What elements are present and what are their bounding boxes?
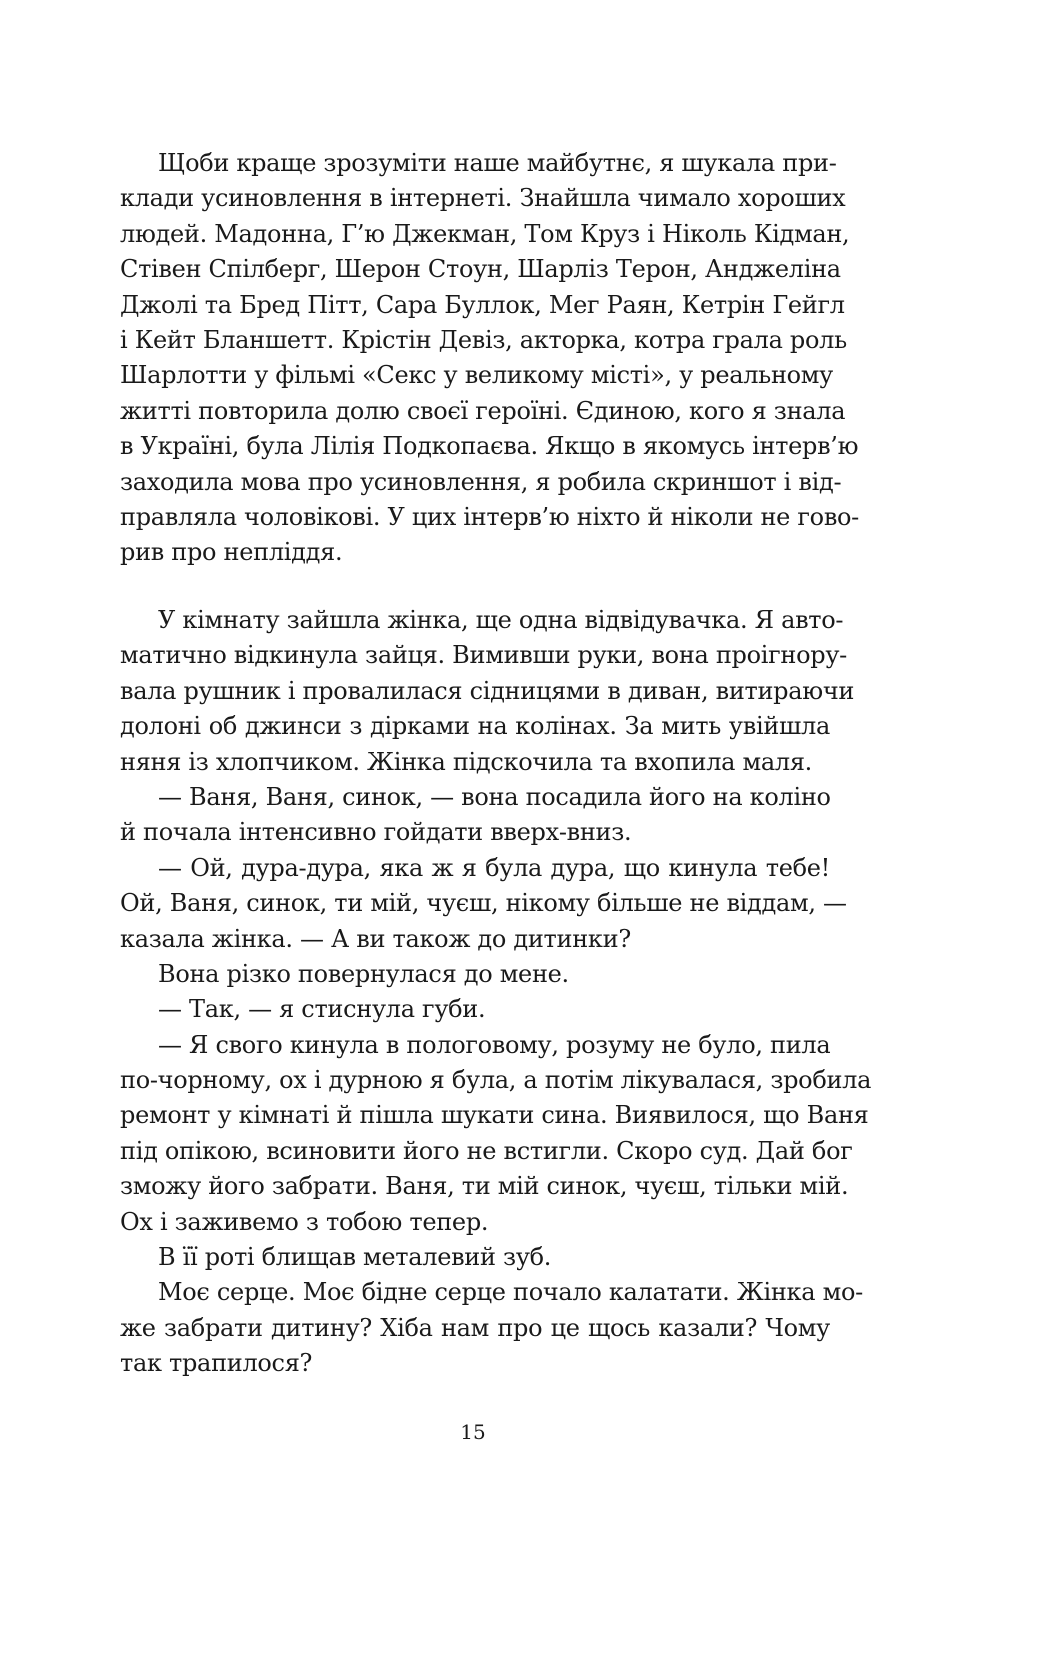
text-line: — Ваня, Ваня, синок, — вона посадила його на коліно bbox=[158, 782, 831, 811]
text-line: так трапилося? bbox=[120, 1349, 313, 1378]
text-line: Джолі та Бред Пітт, Сара Буллок, Мег Раян, Кетрін Гейгл bbox=[120, 290, 845, 319]
text-line: по-чорному, ох і дурною я була, а потім лікувалася, зробила bbox=[120, 1066, 872, 1095]
text-line: зможу його забрати. Ваня, ти мій синок, чуєш, тільки мій. bbox=[120, 1172, 849, 1201]
text-line: вала рушник і провалилася сідницями в диван, витираючи bbox=[120, 676, 855, 705]
text-line: Вона різко повернулася до мене. bbox=[158, 959, 569, 988]
text-line: В її роті блищав металевий зуб. bbox=[158, 1243, 552, 1272]
text-line: людей. Мадонна, Г’ю Джекман, Том Круз і Ніколь Кідман, bbox=[120, 219, 850, 248]
text-line: — Ой, дура-дура, яка ж я була дура, що кинула тебе! bbox=[158, 853, 830, 882]
text-line: долоні об джинси з дірками на колінах. За мить увійшла bbox=[120, 712, 830, 741]
text-line: клади усиновлення в інтернеті. Знайшла чимало хороших bbox=[120, 184, 846, 213]
text-line: в Україні, була Лілія Подкопаєва. Якщо в якомусь інтерв’ю bbox=[120, 432, 859, 461]
text-line: Стівен Спілберг, Шерон Стоун, Шарліз Терон, Анджеліна bbox=[120, 255, 841, 284]
text-line: же забрати дитину? Хіба нам про це щось казали? Чому bbox=[120, 1313, 830, 1342]
text-line: — Так, — я стиснула губи. bbox=[158, 995, 486, 1024]
text-line: няня із хлопчиком. Жінка підскочила та вхопила маля. bbox=[120, 747, 813, 776]
text-line: ремонт у кімнаті й пішла шукати сина. Виявилося, що Ваня bbox=[120, 1101, 869, 1130]
text-line: і Кейт Бланшетт. Крістін Девіз, акторка, котра грала роль bbox=[120, 325, 847, 354]
text-line: Моє серце. Моє бідне серце почало калатати. Жінка мо- bbox=[158, 1278, 863, 1307]
text-line: правляла чоловікові. У цих інтерв’ю ніхто й ніколи не гово- bbox=[120, 502, 859, 531]
text-line: матично відкинула зайця. Вимивши руки, вона проігнору- bbox=[120, 641, 847, 670]
text-line: казала жінка. — А ви також до дитинки? bbox=[120, 924, 631, 953]
text-line: рив про непліддя. bbox=[120, 538, 343, 567]
page-number: 15 bbox=[460, 1420, 486, 1444]
text-line: Шарлотти у фільмі «Секс у великому місті», у реальному bbox=[120, 361, 833, 390]
text-line: житті повторила долю своєї героїні. Єдиною, кого я знала bbox=[120, 396, 846, 425]
paragraph-block-1 bbox=[120, 146, 859, 571]
text-line: Ох і заживемо з тобою тепер. bbox=[120, 1207, 489, 1236]
text-line: У кімнату зайшла жінка, ще одна відвідувачка. Я авто- bbox=[158, 606, 844, 634]
text-line: й почала інтенсивно гойдати вверх-вниз. bbox=[120, 818, 632, 847]
text-line: Щоби краще зрозуміти наше майбутнє, я шукала при- bbox=[158, 149, 837, 177]
text-line: під опікою, всиновити його не встигли. Скоро суд. Дай бог bbox=[120, 1136, 853, 1165]
paragraph-block-2 bbox=[120, 603, 872, 1382]
text-line: — Я свого кинула в пологовому, розуму не було, пила bbox=[158, 1030, 831, 1059]
text-line: заходила мова про усиновлення, я робила скриншот і від- bbox=[120, 467, 842, 496]
text-line: Ой, Ваня, синок, ти мій, чуєш, нікому більше не віддам, — bbox=[120, 889, 847, 918]
